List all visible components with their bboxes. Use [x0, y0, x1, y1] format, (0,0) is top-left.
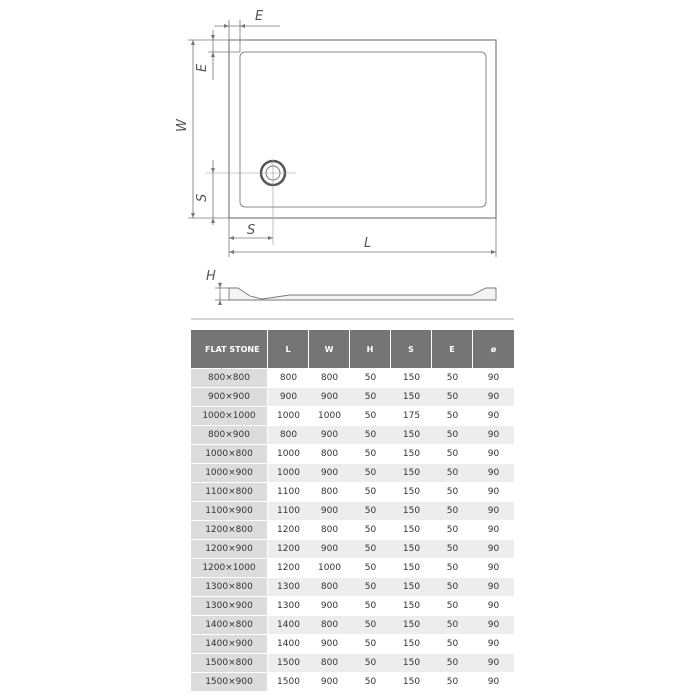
table-row: [191, 501, 514, 520]
cell-w: 900: [309, 672, 350, 691]
table-row: [191, 558, 514, 577]
cell-w: 800: [309, 615, 350, 634]
cell-h: 50: [350, 501, 391, 520]
cell-h: 50: [350, 653, 391, 672]
table-row: [191, 387, 514, 406]
cell-e: 50: [432, 501, 473, 520]
cell-w: 800: [309, 653, 350, 672]
cell-diameter: 90: [473, 539, 514, 558]
cell-e: 50: [432, 463, 473, 482]
cell-e: 50: [432, 387, 473, 406]
header-model: FLAT STONE: [191, 330, 268, 368]
dim-label-e-left: E: [195, 63, 210, 72]
cell-diameter: 90: [473, 634, 514, 653]
cell-l: 1000: [268, 444, 309, 463]
cell-model: 1500×800: [191, 653, 268, 672]
cell-s: 150: [391, 482, 432, 501]
cell-w: 900: [309, 501, 350, 520]
cell-l: 1200: [268, 558, 309, 577]
cell-model: 1400×900: [191, 634, 268, 653]
cell-l: 1000: [268, 406, 309, 425]
tray-side-profile: [206, 269, 496, 305]
cell-l: 1100: [268, 482, 309, 501]
cell-l: 1000: [268, 463, 309, 482]
cell-e: 50: [432, 444, 473, 463]
cell-s: 150: [391, 577, 432, 596]
cell-e: 50: [432, 406, 473, 425]
cell-w: 1000: [309, 406, 350, 425]
section-separator-bar: [191, 318, 514, 320]
table-row: [191, 634, 514, 653]
cell-model: 1400×800: [191, 615, 268, 634]
cell-h: 50: [350, 463, 391, 482]
cell-w: 800: [309, 482, 350, 501]
cell-l: 1200: [268, 539, 309, 558]
cell-e: 50: [432, 558, 473, 577]
dim-label-e-top: E: [255, 9, 264, 24]
cell-model: 1300×900: [191, 596, 268, 615]
cell-h: 50: [350, 368, 391, 387]
cell-l: 800: [268, 425, 309, 444]
cell-w: 800: [309, 520, 350, 539]
cell-s: 150: [391, 558, 432, 577]
tray-profile-outline: [229, 288, 496, 300]
table-row: [191, 425, 514, 444]
cell-diameter: 90: [473, 653, 514, 672]
table-row: [191, 368, 514, 387]
cell-w: 900: [309, 596, 350, 615]
cell-diameter: 90: [473, 672, 514, 691]
cell-s: 150: [391, 672, 432, 691]
cell-diameter: 90: [473, 520, 514, 539]
cell-diameter: 90: [473, 558, 514, 577]
cell-diameter: 90: [473, 577, 514, 596]
table-row: [191, 615, 514, 634]
table-row: [191, 444, 514, 463]
cell-h: 50: [350, 520, 391, 539]
cell-e: 50: [432, 615, 473, 634]
spec-table-head: [191, 330, 514, 368]
header-h: H: [350, 330, 391, 368]
spec-table-container: [191, 330, 514, 691]
header-s: S: [391, 330, 432, 368]
cell-diameter: 90: [473, 501, 514, 520]
cell-w: 900: [309, 634, 350, 653]
table-row: [191, 520, 514, 539]
cell-h: 50: [350, 615, 391, 634]
dim-label-h: H: [206, 269, 216, 284]
cell-s: 150: [391, 501, 432, 520]
cell-model: 1000×800: [191, 444, 268, 463]
dim-label-w: W: [175, 119, 190, 132]
cell-h: 50: [350, 539, 391, 558]
header-l: L: [268, 330, 309, 368]
cell-s: 150: [391, 425, 432, 444]
dim-label-l: L: [364, 236, 372, 251]
cell-s: 150: [391, 368, 432, 387]
cell-h: 50: [350, 444, 391, 463]
table-row: [191, 463, 514, 482]
cell-h: 50: [350, 672, 391, 691]
cell-e: 50: [432, 482, 473, 501]
cell-w: 900: [309, 425, 350, 444]
cell-e: 50: [432, 596, 473, 615]
cell-h: 50: [350, 596, 391, 615]
cell-diameter: 90: [473, 596, 514, 615]
tray-outer-outline: [229, 40, 496, 218]
cell-model: 1000×1000: [191, 406, 268, 425]
table-row: [191, 577, 514, 596]
cell-l: 1200: [268, 520, 309, 539]
cell-w: 800: [309, 368, 350, 387]
cell-l: 900: [268, 387, 309, 406]
cell-l: 1300: [268, 596, 309, 615]
cell-diameter: 90: [473, 406, 514, 425]
cell-h: 50: [350, 482, 391, 501]
cell-w: 800: [309, 577, 350, 596]
cell-diameter: 90: [473, 368, 514, 387]
cell-l: 800: [268, 368, 309, 387]
cell-s: 150: [391, 539, 432, 558]
cell-e: 50: [432, 425, 473, 444]
cell-s: 150: [391, 463, 432, 482]
cell-model: 1200×1000: [191, 558, 268, 577]
cell-w: 900: [309, 539, 350, 558]
cell-l: 1300: [268, 577, 309, 596]
cell-s: 150: [391, 634, 432, 653]
cell-w: 1000: [309, 558, 350, 577]
cell-model: 1300×800: [191, 577, 268, 596]
cell-diameter: 90: [473, 463, 514, 482]
header-row: [191, 330, 514, 368]
table-row: [191, 672, 514, 691]
cell-w: 900: [309, 463, 350, 482]
cell-e: 50: [432, 520, 473, 539]
table-row: [191, 539, 514, 558]
cell-model: 1100×800: [191, 482, 268, 501]
cell-l: 1400: [268, 615, 309, 634]
cell-h: 50: [350, 387, 391, 406]
shower-tray-technical-drawing: [0, 0, 700, 320]
cell-h: 50: [350, 425, 391, 444]
cell-diameter: 90: [473, 387, 514, 406]
dim-label-s-left: S: [195, 193, 210, 202]
dimension-arrows: [191, 24, 496, 254]
cell-l: 1500: [268, 672, 309, 691]
dim-label-s-bottom: S: [247, 223, 256, 238]
cell-h: 50: [350, 634, 391, 653]
spec-table: [191, 330, 514, 691]
cell-diameter: 90: [473, 444, 514, 463]
cell-s: 175: [391, 406, 432, 425]
table-row: [191, 596, 514, 615]
cell-s: 150: [391, 615, 432, 634]
cell-model: 1200×900: [191, 539, 268, 558]
header-diameter: ø: [473, 330, 514, 368]
cell-e: 50: [432, 539, 473, 558]
cell-model: 800×900: [191, 425, 268, 444]
tray-top-view: [205, 40, 496, 245]
cell-h: 50: [350, 577, 391, 596]
cell-diameter: 90: [473, 615, 514, 634]
spec-table-body: [191, 368, 514, 691]
cell-diameter: 90: [473, 425, 514, 444]
cell-e: 50: [432, 653, 473, 672]
header-e: E: [432, 330, 473, 368]
cell-s: 150: [391, 387, 432, 406]
table-row: [191, 482, 514, 501]
cell-e: 50: [432, 634, 473, 653]
cell-model: 1100×900: [191, 501, 268, 520]
cell-model: 1500×900: [191, 672, 268, 691]
cell-h: 50: [350, 558, 391, 577]
dimension-lines: [188, 20, 496, 257]
cell-w: 800: [309, 444, 350, 463]
cell-h: 50: [350, 406, 391, 425]
cell-s: 150: [391, 653, 432, 672]
cell-l: 1500: [268, 653, 309, 672]
cell-e: 50: [432, 672, 473, 691]
cell-model: 1200×800: [191, 520, 268, 539]
cell-s: 150: [391, 444, 432, 463]
cell-e: 50: [432, 368, 473, 387]
cell-l: 1400: [268, 634, 309, 653]
table-row: [191, 653, 514, 672]
table-row: [191, 406, 514, 425]
cell-w: 900: [309, 387, 350, 406]
cell-e: 50: [432, 577, 473, 596]
cell-model: 800×800: [191, 368, 268, 387]
cell-model: 1000×900: [191, 463, 268, 482]
cell-diameter: 90: [473, 482, 514, 501]
header-w: W: [309, 330, 350, 368]
cell-s: 150: [391, 596, 432, 615]
cell-model: 900×900: [191, 387, 268, 406]
cell-l: 1100: [268, 501, 309, 520]
cell-s: 150: [391, 520, 432, 539]
